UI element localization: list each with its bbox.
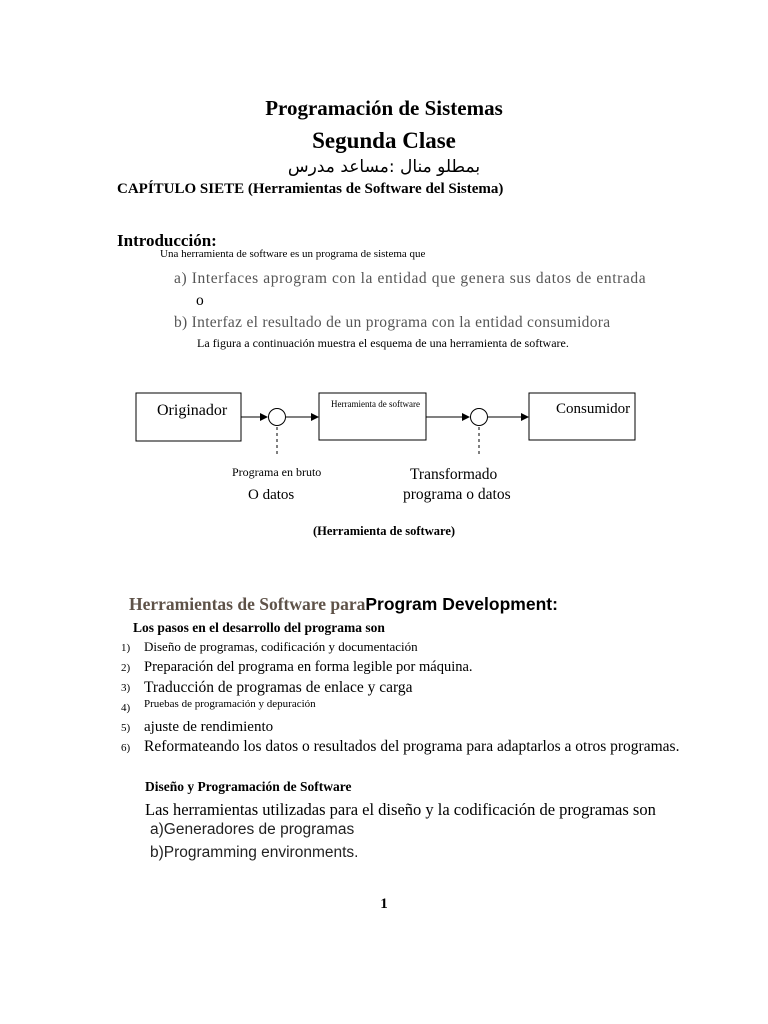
intro-item-or: o	[196, 292, 204, 309]
intro-heading: Introducción:	[117, 231, 217, 250]
step-number: 2)	[121, 662, 131, 674]
intro-item-b: b) Interfaz el resultado de un programa con la entidad consumidora	[174, 314, 611, 331]
intro-item-a: a) Interfaces aprogram con la entidad que genera sus datos de entrada	[174, 270, 647, 287]
step-number: 6)	[121, 742, 131, 754]
figure-caption: (Herramienta de software)	[312, 524, 456, 538]
output-label-1: Transformado	[410, 466, 498, 483]
output-label-2: programa o datos	[403, 486, 511, 503]
step-text: Preparación del programa en forma legible por máquina.	[144, 659, 473, 675]
input-node	[269, 409, 286, 426]
design-item-a: a)Generadores de programas	[150, 821, 355, 838]
step-number: 1)	[121, 642, 131, 654]
design-text: Las herramientas utilizadas para el diseño y la codificación de programas son	[145, 800, 656, 819]
input-label-2: O datos	[248, 487, 295, 503]
step-text: Traducción de programas de enlace y carga	[144, 679, 413, 696]
section-heading-part1: Herramientas de Software para	[129, 594, 366, 614]
design-heading: Diseño y Programación de Software	[145, 779, 352, 794]
author-line: بمطلو منال :مساعد مدرس	[287, 157, 481, 177]
step-text: Reformateando los datos o resultados del programa para adaptarlos a otros programas.	[144, 738, 680, 755]
originator-label: Originador	[157, 402, 228, 419]
step-number: 4)	[121, 702, 131, 714]
design-item-b: b)Programming environments.	[150, 844, 359, 861]
step-text: Pruebas de programación y depuración	[144, 698, 316, 710]
consumer-label: Consumidor	[556, 401, 631, 417]
document-subtitle: Segunda Clase	[312, 128, 456, 153]
figure-note: La figura a continuación muestra el esquema de una herramienta de software.	[197, 336, 569, 350]
tool-label: Herramienta de software	[331, 399, 420, 409]
section-heading	[129, 594, 558, 615]
intro-text: Una herramienta de software es un programa de sistema que	[160, 248, 426, 260]
input-label-1: Programa en bruto	[232, 465, 322, 479]
chapter-heading: CAPÍTULO SIETE (Herramientas de Software del Sistema)	[117, 181, 504, 197]
software-tool-diagram	[0, 380, 768, 520]
step-number: 5)	[121, 722, 131, 734]
page-number: 1	[380, 896, 388, 912]
steps-title: Los pasos en el desarrollo del programa son	[133, 620, 385, 635]
section-heading-part2: Program Development:	[365, 594, 558, 614]
document-title: Programación de Sistemas	[265, 96, 503, 120]
intro-list	[174, 268, 646, 334]
output-node	[471, 409, 488, 426]
step-number: 3)	[121, 682, 131, 694]
step-text: ajuste de rendimiento	[144, 719, 274, 735]
step-text: Diseño de programas, codificación y documentación	[144, 639, 418, 654]
